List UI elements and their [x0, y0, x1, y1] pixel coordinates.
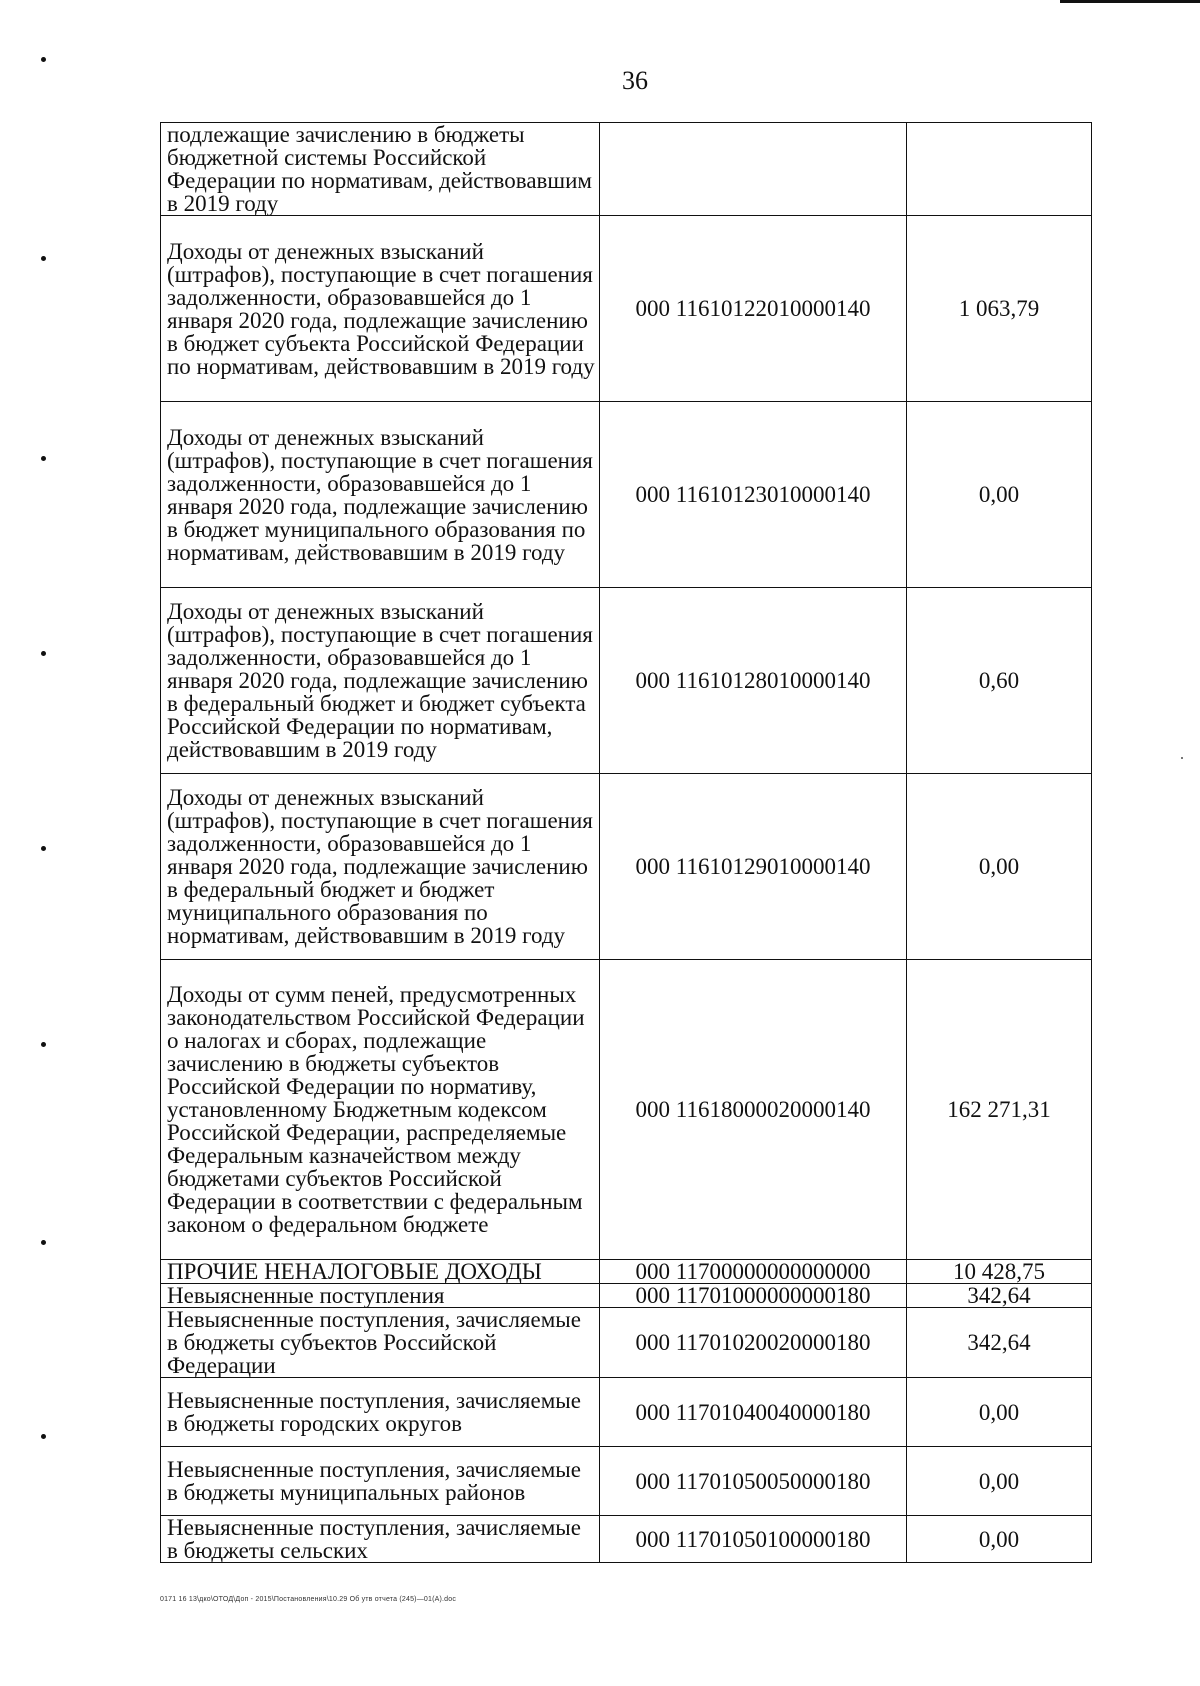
row-value: 0,00	[907, 402, 1092, 588]
row-value	[907, 123, 1092, 216]
row-value: 1 063,79	[907, 216, 1092, 402]
row-description: Доходы от денежных взысканий (штрафов), поступающие в счет погашения задолженности, образовавшейся до 1 января 2020 года, подлежащие зачислению в бюджет муниципального образования по нормативам, действовавшим в 2019 году	[161, 402, 600, 588]
row-description: Доходы от сумм пеней, предусмотренных законодательством Российской Федерации о налогах и сборах, подлежащие зачислению в бюджеты субъектов Российской Федерации по нормативу, установленному Бюджетным кодексом Российской Федерации, распределяемые Федеральным казначейством между бюджетами субъектов Российской Федерации в соответствии с федеральным законом о федеральном бюджете	[161, 960, 600, 1260]
row-code: 000 11610123010000140	[600, 402, 907, 588]
row-code: 000 11701020020000180	[600, 1308, 907, 1378]
margin-dot	[41, 57, 46, 62]
row-description: Доходы от денежных взысканий (штрафов), поступающие в счет погашения задолженности, образовавшейся до 1 января 2020 года, подлежащие зачислению в бюджет субъекта Российской Федерации по нормативам, действовавшим в 2019 году	[161, 216, 600, 402]
table-row	[161, 1447, 1092, 1516]
row-value: 0,00	[907, 1516, 1092, 1563]
row-code: 000 11618000020000140	[600, 960, 907, 1260]
margin-dot	[41, 256, 46, 261]
table-row	[161, 1284, 1092, 1308]
margin-dot	[41, 1042, 46, 1047]
margin-dot	[41, 456, 46, 461]
page-number: 36	[622, 66, 648, 95]
row-value: 342,64	[907, 1308, 1092, 1378]
footer-file-path: 0171 16 13\дко\ОТОД\Доп - 2015\Постановления\10.29 Об утв отчета (245)—01(А).doc	[160, 1596, 457, 1603]
row-value: 162 271,31	[907, 960, 1092, 1260]
row-value: 10 428,75	[907, 1260, 1092, 1284]
table-row	[161, 1260, 1092, 1284]
table-row	[161, 774, 1092, 960]
row-value: 0,00	[907, 1378, 1092, 1447]
row-code: 000 11701000000000180	[600, 1284, 907, 1308]
row-description: Доходы от денежных взысканий (штрафов), поступающие в счет погашения задолженности, образовавшейся до 1 января 2020 года, подлежащие зачислению в федеральный бюджет и бюджет муниципального образования по нормативам, действовавшим в 2019 году	[161, 774, 600, 960]
row-code: 000 11701050050000180	[600, 1447, 907, 1516]
row-value: 0,60	[907, 588, 1092, 774]
row-description: Невыясненные поступления, зачисляемые в бюджеты городских округов	[161, 1378, 600, 1447]
row-description: Невыясненные поступления, зачисляемые в бюджеты субъектов Российской Федерации	[161, 1308, 600, 1378]
row-value: 0,00	[907, 774, 1092, 960]
table-row	[161, 1378, 1092, 1447]
row-code: 000 11701040040000180	[600, 1378, 907, 1447]
row-value: 342,64	[907, 1284, 1092, 1308]
row-code: 000 11701050100000180	[600, 1516, 907, 1563]
table-row	[161, 1308, 1092, 1378]
margin-dot	[41, 1240, 46, 1245]
row-code: 000 11610122010000140	[600, 216, 907, 402]
table-row	[161, 588, 1092, 774]
margin-dot	[41, 651, 46, 656]
table-row	[161, 402, 1092, 588]
table-row	[161, 1516, 1092, 1563]
row-value: 0,00	[907, 1447, 1092, 1516]
row-description: Доходы от денежных взысканий (штрафов), поступающие в счет погашения задолженности, образовавшейся до 1 января 2020 года, подлежащие зачислению в федеральный бюджет и бюджет субъекта Российской Федерации по нормативам, действовавшим в 2019 году	[161, 588, 600, 774]
row-code: 000 11610128010000140	[600, 588, 907, 774]
row-code	[600, 123, 907, 216]
revenue-table	[160, 122, 1092, 1563]
row-code: 000 11700000000000000	[600, 1260, 907, 1284]
row-description: ПРОЧИЕ НЕНАЛОГОВЫЕ ДОХОДЫ	[161, 1260, 600, 1284]
row-description: подлежащие зачислению в бюджеты бюджетной системы Российской Федерации по нормативам, действовавшим в 2019 году	[161, 123, 600, 216]
table-row	[161, 960, 1092, 1260]
row-code: 000 11610129010000140	[600, 774, 907, 960]
top-edge-line	[1060, 0, 1200, 3]
margin-dot	[41, 1434, 46, 1439]
row-description: Невыясненные поступления, зачисляемые в бюджеты муниципальных районов	[161, 1447, 600, 1516]
table-row	[161, 123, 1092, 216]
scan-speck	[1181, 757, 1183, 759]
margin-dot	[41, 846, 46, 851]
row-description: Невыясненные поступления, зачисляемые в бюджеты сельских	[161, 1516, 600, 1563]
table-row	[161, 216, 1092, 402]
row-description: Невыясненные поступления	[161, 1284, 600, 1308]
